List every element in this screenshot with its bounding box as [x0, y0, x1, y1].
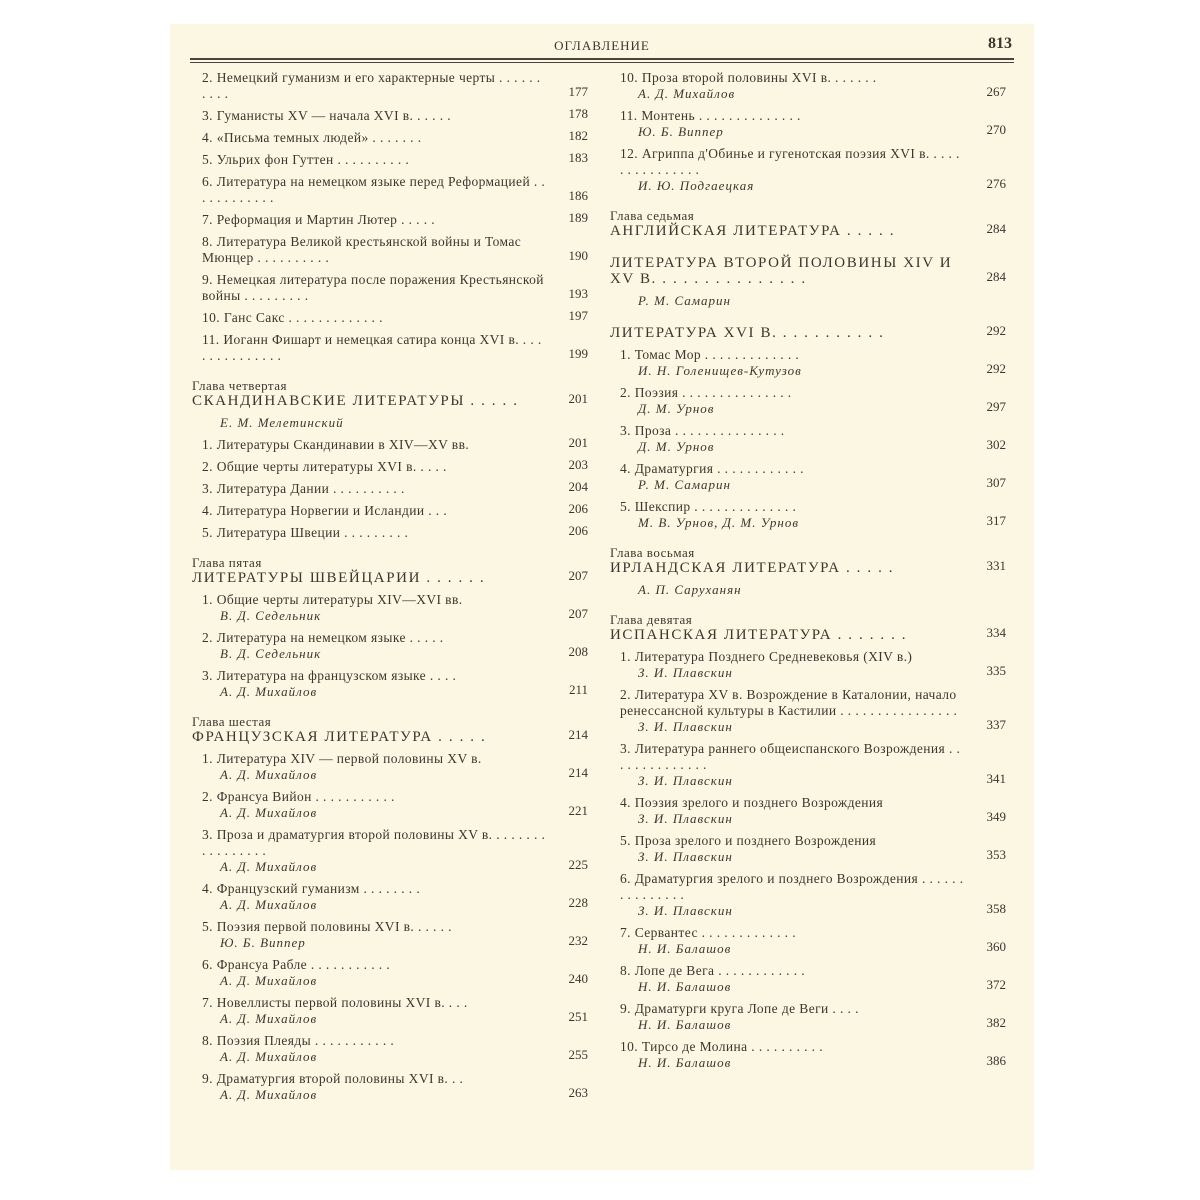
page-ref: 207: [568, 568, 588, 583]
toc-entry: [192, 592, 590, 624]
author: М. В. Урнов, Д. М. Урнов: [638, 515, 800, 530]
right-column: [610, 70, 1008, 1077]
author: З. И. Плавскин: [638, 903, 733, 918]
entry-title: 3. Литература раннего общеиспанского Возрождения . . . . . . . . . . . . . .: [620, 741, 961, 772]
page-ref: 201: [568, 435, 588, 450]
entry-title: 8. Поэзия Плеяды . . . . . . . . . . .: [202, 1033, 395, 1048]
toc-entry: [192, 789, 590, 821]
toc-entry: [610, 871, 1008, 919]
toc-entry: [192, 957, 590, 989]
entry-title: 9. Драматурги круга Лопе де Веги . . . .: [620, 1001, 859, 1016]
entry-title: 1. Общие черты литературы XIV—XVI вв.: [202, 592, 463, 607]
page-ref: 240: [568, 971, 588, 986]
page-ref: 199: [568, 346, 588, 361]
page-ref: 317: [986, 513, 1006, 528]
author: И. Н. Голенищев-Кутузов: [638, 363, 802, 378]
toc-entry: [192, 234, 590, 266]
entry-title: 2. Немецкий гуманизм и его характерные черты . . . . . . . . . .: [202, 70, 541, 101]
page-ref: 183: [568, 150, 588, 165]
author: А. Д. Михайлов: [220, 859, 318, 874]
chapter-8-heading: [610, 545, 1008, 598]
author: Д. М. Урнов: [638, 439, 715, 454]
page-ref: 228: [568, 895, 588, 910]
toc-entry: [192, 751, 590, 783]
toc-entry: [192, 525, 590, 541]
page-ref: 177: [568, 84, 588, 99]
toc-entry: [610, 146, 1008, 194]
toc-entry: [192, 827, 590, 875]
toc-entry: [192, 503, 590, 519]
page-ref: 197: [568, 308, 588, 323]
author: Ю. Б. Виппер: [638, 124, 724, 139]
author: А. Д. Михайлов: [220, 897, 318, 912]
page-ref: 214: [568, 727, 588, 742]
author: А. Д. Михайлов: [220, 1087, 318, 1102]
page-ref: 292: [986, 361, 1006, 376]
page-ref: 341: [986, 771, 1006, 786]
entry-title: 5. Литература Швеции . . . . . . . . .: [202, 525, 409, 540]
entry-title: 2. Общие черты литературы XVI в. . . . .: [202, 459, 447, 474]
author: А. П. Саруханян: [638, 582, 742, 597]
toc-entry: [192, 212, 590, 228]
page-ref: 178: [568, 106, 588, 121]
entry-title: 4. «Письма темных людей» . . . . . . .: [202, 130, 422, 145]
book-page: [170, 24, 1034, 1170]
entry-title: 3. Гуманисты XV — начала XVI в. . . . . .: [202, 108, 452, 123]
toc-entry: [192, 272, 590, 304]
page-ref: 292: [986, 323, 1006, 338]
entry-title: 5. Проза зрелого и позднего Возрождения: [620, 833, 877, 848]
entry-title: 3. Литература Дании . . . . . . . . . .: [202, 481, 405, 496]
entry-title: 1. Литература Позднего Средневековья (XIV в.): [620, 649, 913, 664]
entry-title: 8. Литература Великой крестьянской войны и Томас Мюнцер . . . . . . . . . .: [202, 234, 522, 265]
entry-title: 2. Литература XV в. Возрождение в Каталонии, начало ренессансной культуры в Кастилии . . . . . . . . . . . . . . . .: [620, 687, 958, 718]
section-title: ЛИТЕРАТУРА ВТОРОЙ ПОЛОВИНЫ XIV И XV В. . . . . . . . . . . . . . .: [610, 255, 953, 287]
author: А. Д. Михайлов: [220, 1049, 318, 1064]
author: А. Д. Михайлов: [220, 767, 318, 782]
page-ref: 211: [568, 682, 588, 697]
running-header: [190, 34, 1014, 58]
author: А. Д. Михайлов: [220, 684, 318, 699]
author: З. И. Плавскин: [638, 719, 733, 734]
chapter-label: Глава девятая: [610, 612, 693, 627]
page-ref: 349: [986, 809, 1006, 824]
entry-title: 9. Немецкая литература после поражения Крестьянской войны . . . . . . . . .: [202, 272, 544, 303]
entry-title: 4. Поэзия зрелого и позднего Возрождения: [620, 795, 884, 810]
entry-title: 5. Шекспир . . . . . . . . . . . . . .: [620, 499, 797, 514]
entry-title: 9. Драматургия второй половины XVI в. . .: [202, 1071, 464, 1086]
page-ref: 204: [568, 479, 588, 494]
page-ref: 263: [568, 1085, 588, 1100]
author: З. И. Плавскин: [638, 849, 733, 864]
toc-entry: [192, 70, 590, 102]
page-ref: 297: [986, 399, 1006, 414]
author: З. И. Плавскин: [638, 811, 733, 826]
page-ref: 353: [986, 847, 1006, 862]
entry-title: 7. Реформация и Мартин Лютер . . . . .: [202, 212, 436, 227]
entry-title: 1. Литература XIV — первой половины XV в.: [202, 751, 482, 766]
entry-title: 2. Поэзия . . . . . . . . . . . . . . .: [620, 385, 792, 400]
author: Р. М. Самарин: [638, 477, 731, 492]
page-ref: 190: [568, 248, 588, 263]
toc-entry: [192, 108, 590, 124]
chapter-7-list: [610, 347, 1008, 531]
toc-entry: [192, 881, 590, 913]
chapter-title: ИСПАНСКАЯ ЛИТЕРАТУРА . . . . . . .: [610, 627, 908, 643]
page-ref: 267: [986, 84, 1006, 99]
page-ref: 208: [568, 644, 588, 659]
author: В. Д. Седельник: [220, 646, 322, 661]
author: А. Д. Михайлов: [220, 805, 318, 820]
toc-entry: [192, 919, 590, 951]
page-number: 813: [988, 35, 1012, 52]
page-ref: 276: [986, 176, 1006, 191]
chapter-title: ФРАНЦУЗСКАЯ ЛИТЕРАТУРА . . . . .: [192, 729, 487, 745]
page-ref: 193: [568, 286, 588, 301]
entry-title: 3. Проза . . . . . . . . . . . . . . .: [620, 423, 785, 438]
chapter-9-heading: [610, 612, 1008, 643]
entry-title: 4. Французский гуманизм . . . . . . . .: [202, 881, 421, 896]
author: Н. И. Балашов: [638, 979, 732, 994]
chapter-label: Глава пятая: [192, 555, 262, 570]
toc-entry: [610, 833, 1008, 865]
author: Ю. Б. Виппер: [220, 935, 306, 950]
author: Д. М. Урнов: [638, 401, 715, 416]
entry-title: 6. Драматургия зрелого и позднего Возрождения . . . . . . . . . . . . . . .: [620, 871, 964, 902]
toc-entry: [192, 995, 590, 1027]
toc-entry: [192, 174, 590, 206]
page-ref: 214: [568, 765, 588, 780]
author: Е. М. Мелетинский: [220, 415, 344, 430]
chapter-9-list: [610, 649, 1008, 1071]
toc-entry: [610, 499, 1008, 531]
chapter-4-list: [192, 437, 590, 541]
entry-title: 6. Франсуа Рабле . . . . . . . . . . .: [202, 957, 391, 972]
chapter-7-heading: [610, 208, 1008, 341]
chapter-label: Глава восьмая: [610, 545, 695, 560]
toc-entry: [192, 130, 590, 146]
page-ref: 337: [986, 717, 1006, 732]
page-ref: 251: [568, 1009, 588, 1024]
toc-entry: [610, 1039, 1008, 1071]
toc-entry: [192, 630, 590, 662]
toc-entry: [192, 152, 590, 168]
section-title: ЛИТЕРАТУРА XVI В. . . . . . . . . . .: [610, 325, 885, 341]
entry-title: 11. Иоганн Фишарт и немецкая сатира конца XVI в. . . . . . . . . . . . . . .: [202, 332, 542, 363]
page-ref: 203: [568, 457, 588, 472]
chapter-title: СКАНДИНАВСКИЕ ЛИТЕРАТУРЫ . . . . .: [192, 393, 519, 409]
author: З. И. Плавскин: [638, 773, 733, 788]
page-ref: 225: [568, 857, 588, 872]
entry-title: 5. Поэзия первой половины XVI в. . . . . .: [202, 919, 452, 934]
page-ref: 207: [568, 606, 588, 621]
page-ref: 255: [568, 1047, 588, 1062]
chapter-title: АНГЛИЙСКАЯ ЛИТЕРАТУРА . . . . .: [610, 223, 896, 239]
chapter-title: ЛИТЕРАТУРЫ ШВЕЙЦАРИИ . . . . . .: [192, 570, 486, 586]
toc-entry: [610, 70, 1008, 102]
chapter-title: ИРЛАНДСКАЯ ЛИТЕРАТУРА . . . . .: [610, 560, 895, 576]
header-rule: [190, 58, 1014, 60]
author: А. Д. Михайлов: [220, 973, 318, 988]
page-ref: 186: [568, 188, 588, 203]
entry-title: 4. Драматургия . . . . . . . . . . . .: [620, 461, 804, 476]
page-ref: 182: [568, 128, 588, 143]
entry-title: 4. Литература Норвегии и Исландии . . .: [202, 503, 448, 518]
toc-entry: [610, 925, 1008, 957]
page-ref: 386: [986, 1053, 1006, 1068]
page-ref: 206: [568, 523, 588, 538]
chapter-6-heading: [192, 714, 590, 745]
toc-entry: [192, 1071, 590, 1103]
page-ref: 221: [568, 803, 588, 818]
entry-title: 2. Франсуа Вийон . . . . . . . . . . .: [202, 789, 395, 804]
page-ref: 302: [986, 437, 1006, 452]
page-ref: 372: [986, 977, 1006, 992]
page-ref: 331: [986, 558, 1006, 573]
author: И. Ю. Подгаецкая: [638, 178, 755, 193]
page-ref: 334: [986, 625, 1006, 640]
toc-entry: [610, 687, 1008, 735]
header-rule-thin: [190, 62, 1014, 63]
author: Н. И. Балашов: [638, 1055, 732, 1070]
toc-entry: [610, 385, 1008, 417]
entry-title: 11. Монтень . . . . . . . . . . . . . .: [620, 108, 801, 123]
page-ref: 382: [986, 1015, 1006, 1030]
author: А. Д. Михайлов: [638, 86, 736, 101]
entry-title: 7. Сервантес . . . . . . . . . . . . .: [620, 925, 796, 940]
toc-entry: [610, 795, 1008, 827]
author: В. Д. Седельник: [220, 608, 322, 623]
entry-title: 7. Новеллисты первой половины XVI в. . . .: [202, 995, 468, 1010]
entry-title: 12. Агриппа д'Обинье и гугенотская поэзия XVI в. . . . . . . . . . . . . . . .: [620, 146, 960, 177]
chapter-label: Глава седьмая: [610, 208, 695, 223]
page-ref: 284: [986, 221, 1006, 236]
page-ref: 358: [986, 901, 1006, 916]
entry-title: 1. Литературы Скандинавии в XIV—XV вв.: [202, 437, 470, 452]
page-ref: 189: [568, 210, 588, 225]
page-ref: 206: [568, 501, 588, 516]
entry-title: 10. Тирсо де Молина . . . . . . . . . .: [620, 1039, 824, 1054]
page-ref: 201: [568, 391, 588, 406]
toc-entry: [610, 461, 1008, 493]
author: Н. И. Балашов: [638, 1017, 732, 1032]
chapter-label: Глава шестая: [192, 714, 272, 729]
toc-entry: [192, 332, 590, 364]
toc-entry: [610, 423, 1008, 455]
page-ref: 360: [986, 939, 1006, 954]
entry-title: 6. Литература на немецком языке перед Реформацией . . . . . . . . . . . .: [202, 174, 546, 205]
author: Р. М. Самарин: [638, 293, 731, 308]
toc-entry: [192, 437, 590, 453]
page-ref: 335: [986, 663, 1006, 678]
toc-entry: [610, 1001, 1008, 1033]
page-ref: 232: [568, 933, 588, 948]
toc-entry: [610, 649, 1008, 681]
toc-entry: [610, 347, 1008, 379]
entry-title: 3. Проза и драматургия второй половины XV в. . . . . . . . . . . . . . . . .: [202, 827, 546, 858]
toc-entry: [192, 310, 590, 326]
author: З. И. Плавскин: [638, 665, 733, 680]
toc-entry: [610, 963, 1008, 995]
page-ref: 307: [986, 475, 1006, 490]
author: А. Д. Михайлов: [220, 1011, 318, 1026]
chapter-5-list: [192, 592, 590, 700]
chapter-label: Глава четвертая: [192, 378, 288, 393]
entry-title: 2. Литература на немецком языке . . . . .: [202, 630, 444, 645]
entry-title: 10. Ганс Сакс . . . . . . . . . . . . .: [202, 310, 383, 325]
entry-title: 8. Лопе де Вега . . . . . . . . . . . .: [620, 963, 806, 978]
german-section-list: [192, 70, 590, 364]
author: Н. И. Балашов: [638, 941, 732, 956]
entry-title: 10. Проза второй половины XVI в. . . . . . .: [620, 70, 877, 85]
chapter-6-list: [192, 751, 590, 1103]
page-ref: 284: [986, 269, 1006, 284]
toc-entry: [610, 108, 1008, 140]
french-continued-list: [610, 70, 1008, 194]
toc-entry: [192, 459, 590, 475]
entry-title: 3. Литература на французском языке . . . .: [202, 668, 457, 683]
entry-title: 5. Ульрих фон Гуттен . . . . . . . . . .: [202, 152, 410, 167]
chapter-5-heading: [192, 555, 590, 586]
header-title: ОГЛАВЛЕНИЕ: [554, 38, 650, 53]
toc-entry: [192, 481, 590, 497]
toc-entry: [610, 741, 1008, 789]
left-column: [192, 70, 590, 1109]
toc-entry: [192, 1033, 590, 1065]
chapter-4-heading: [192, 378, 590, 431]
page-ref: 270: [986, 122, 1006, 137]
toc-entry: [192, 668, 590, 700]
entry-title: 1. Томас Мор . . . . . . . . . . . . .: [620, 347, 800, 362]
